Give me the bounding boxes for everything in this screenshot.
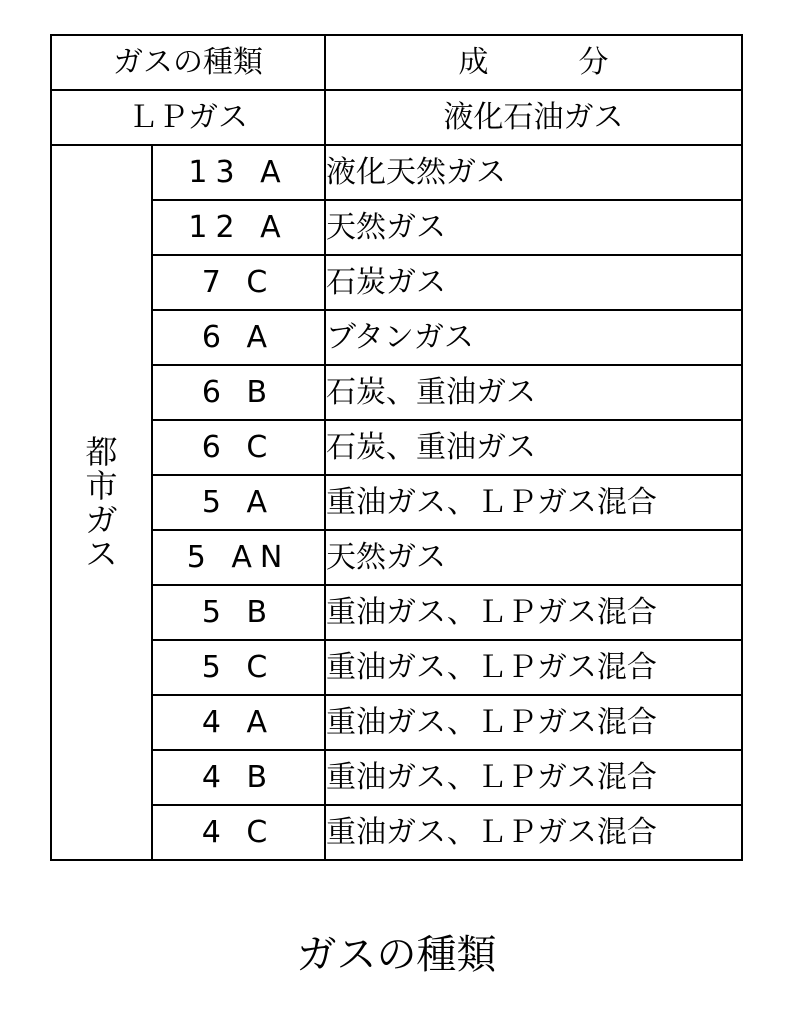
- lp-gas-row: [51, 90, 742, 145]
- gas-type-code: 5 AN: [152, 530, 325, 585]
- gas-component: 石炭、重油ガス: [325, 420, 742, 475]
- table-row: [51, 365, 742, 420]
- table-row: [51, 420, 742, 475]
- gas-type-code: 5 C: [152, 640, 325, 695]
- gas-types-table: [50, 34, 743, 861]
- lp-gas-component: 液化石油ガス: [325, 90, 742, 145]
- gas-component: 液化天然ガス: [325, 145, 742, 200]
- table-row: [51, 640, 742, 695]
- gas-type-code: 4 A: [152, 695, 325, 750]
- gas-component: 重油ガス、ＬＰガス混合: [325, 475, 742, 530]
- gas-type-code: 4 B: [152, 750, 325, 805]
- gas-type-code: 13 A: [152, 145, 325, 200]
- gas-component: 天然ガス: [325, 200, 742, 255]
- table-row: [51, 695, 742, 750]
- table-row: [51, 310, 742, 365]
- table-row: [51, 750, 742, 805]
- gas-component: 重油ガス、ＬＰガス混合: [325, 805, 742, 860]
- gas-type-code: 5 A: [152, 475, 325, 530]
- gas-type-code: 6 B: [152, 365, 325, 420]
- gas-component: 天然ガス: [325, 530, 742, 585]
- gas-component: 重油ガス、ＬＰガス混合: [325, 640, 742, 695]
- gas-type-code: 5 B: [152, 585, 325, 640]
- table-row: [51, 530, 742, 585]
- header-component: 成 分: [325, 35, 742, 90]
- gas-type-code: 6 A: [152, 310, 325, 365]
- gas-type-code: 6 C: [152, 420, 325, 475]
- table-row: [51, 145, 742, 200]
- gas-type-code: 7 C: [152, 255, 325, 310]
- table-row: [51, 585, 742, 640]
- gas-component: 石炭ガス: [325, 255, 742, 310]
- table-row: [51, 805, 742, 860]
- header-gas-type: ガスの種類: [51, 35, 325, 90]
- table-row: [51, 475, 742, 530]
- city-gas-group-cell: [51, 145, 152, 860]
- gas-component: 重油ガス、ＬＰガス混合: [325, 585, 742, 640]
- gas-component: 石炭、重油ガス: [325, 365, 742, 420]
- gas-component: 重油ガス、ＬＰガス混合: [325, 695, 742, 750]
- gas-component: 重油ガス、ＬＰガス混合: [325, 750, 742, 805]
- lp-gas-name: ＬＰガス: [51, 90, 325, 145]
- gas-type-code: 4 C: [152, 805, 325, 860]
- table-header-row: [51, 35, 742, 90]
- city-gas-label: 都市ガス: [85, 432, 118, 573]
- gas-component: ブタンガス: [325, 310, 742, 365]
- figure-caption: ガスの種類: [296, 932, 497, 978]
- gas-type-code: 12 A: [152, 200, 325, 255]
- table-row: [51, 200, 742, 255]
- table-row: [51, 255, 742, 310]
